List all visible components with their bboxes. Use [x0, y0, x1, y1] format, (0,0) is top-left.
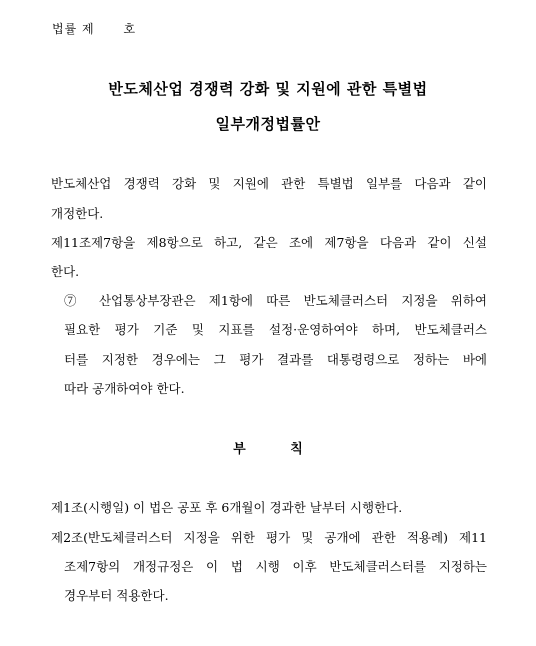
amendment-line-2: 한다. — [51, 264, 80, 279]
article2-line-3: 경우부터 적용한다. — [64, 588, 169, 603]
law-number: 법률 제 호 — [52, 22, 137, 36]
intro-line-2: 개정한다. — [51, 206, 104, 221]
article2-line-2: 조제7항의 개정규정은 이 법 시행 이후 반도체클러스터를 지정하는 — [64, 559, 487, 574]
supplementary-heading: 부 칙 — [233, 442, 303, 457]
new-clause-line-1: ⑦ 산업통상부장관은 제1항에 따른 반도체클러스터 지정을 위하여 — [64, 293, 487, 308]
article1-line-1: 제1조(시행일) 이 법은 공포 후 6개월이 경과한 날부터 시행한다. — [51, 500, 403, 515]
bill-title: 반도체산업 경쟁력 강화 및 지원에 관한 특별법 — [108, 80, 428, 98]
intro-line-1: 반도체산업 경쟁력 강화 및 지원에 관한 특별법 일부를 다음과 같이 — [51, 176, 487, 191]
new-clause-line-4: 따라 공개하여야 한다. — [64, 381, 185, 396]
new-clause-line-3: 터를 지정한 경우에는 그 평가 결과를 대통령령으로 정하는 바에 — [64, 352, 487, 367]
new-clause-line-2: 필요한 평가 기준 및 지표를 설정·운영하여야 하며, 반도체클러스 — [64, 322, 487, 337]
article2-line-1: 제2조(반도체클러스터 지정을 위한 평가 및 공개에 관한 적용례) 제11 — [51, 530, 487, 545]
amendment-line-1: 제11조제7항을 제8항으로 하고, 같은 조에 제7항을 다음과 같이 신설 — [51, 235, 487, 250]
bill-subtitle: 일부개정법률안 — [215, 115, 321, 133]
